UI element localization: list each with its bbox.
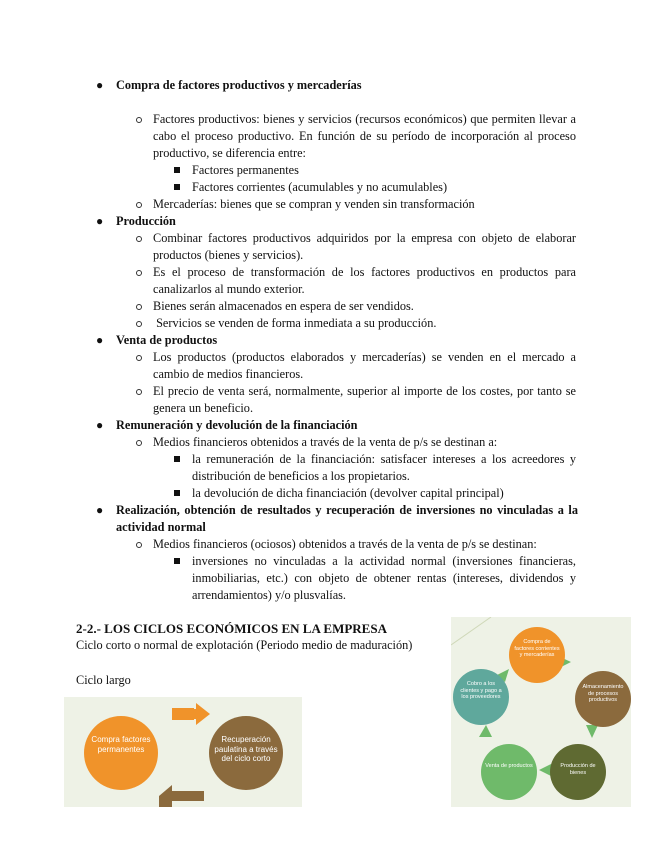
section-5-item-1: Medios financieros (ociosos) obtenidos a través de la venta de p/s se destinan: (153, 537, 537, 551)
long-cycle-diagram (64, 697, 302, 807)
bullet-disc: ● (96, 418, 104, 432)
bullet-square (174, 184, 180, 190)
arrow-right-shaft (172, 708, 194, 720)
section-title-4: Remuneración y devolución de la financiación (116, 418, 358, 432)
short-node-4-label: Venta de productos (485, 763, 533, 769)
section-3-item-1: Los productos (productos elaborados y mercaderías) se venden en el mercado a cambio de medios financieros. (153, 350, 576, 381)
bullet-square (174, 167, 180, 173)
bullet-square (174, 558, 180, 564)
section-1-subitem-1: Factores permanentes (192, 163, 299, 177)
bullet-disc: ● (96, 333, 104, 347)
bullet-circle (136, 542, 142, 548)
section-2-item-1: Combinar factores productivos adquiridos por la empresa con objeto de elaborar productos (bienes y servicios). (153, 231, 576, 262)
section-title-3: Venta de productos (116, 333, 218, 347)
bullet-disc: ● (96, 503, 104, 517)
section-1-item-1: Factores productivos: bienes y servicios (recursos económicos) que permiten llevar a cabo el proceso productivo. En función de su período de incorporación al proceso productivo, se diferencia entre: (153, 112, 576, 160)
bullet-disc: ● (96, 78, 104, 92)
section-5-subitem-1: inversiones no vinculadas a la actividad normal (inversiones financieras, inmobiliarias, etc.) con objeto de obtener rentas (intereses, dividendos y arrendamientos) y/o plusvalías. (192, 554, 576, 602)
bullet-circle (136, 321, 142, 327)
section-heading: 2-2.- LOS CICLOS ECONÓMICOS EN LA EMPRESA (76, 621, 387, 636)
bullet-circle (136, 389, 142, 395)
section-3-item-2: El precio de venta será, normalmente, superior al importe de los costes, por tanto se genera un beneficio. (153, 384, 576, 415)
bullet-circle (136, 117, 142, 123)
bullet-circle (136, 270, 142, 276)
section-1-subitem-2: Factores corrientes (acumulables y no acumulables) (192, 180, 448, 194)
long-cycle-label: Ciclo largo (76, 673, 131, 687)
section-4-subitem-2: la devolución de dicha financiación (devolver capital principal) (192, 486, 504, 500)
short-cycle-diagram (451, 617, 631, 807)
long-node-left-label: Compra factores permanentes (91, 735, 151, 754)
bullet-square (174, 456, 180, 462)
short-cycle-label: Ciclo corto o normal de explotación (Periodo medio de maduración) (76, 638, 413, 652)
section-title-5: Realización, obtención de resultados y recuperación de inversiones no vinculadas a la actividad normal (116, 503, 578, 534)
bullet-circle (136, 440, 142, 446)
short-node-5-label: Cobro a los clientes y pago a los proveedores (460, 681, 502, 700)
long-node-right-label: Recuperación paulatina a través del ciclo corto (214, 735, 278, 763)
bullet-circle (136, 202, 142, 208)
section-4-item-1: Medios financieros obtenidos a través de la venta de p/s se destinan a: (153, 435, 498, 449)
section-2-item-2: Es el proceso de transformación de los factores productivos en productos para canalizarlos al mundo exterior. (153, 265, 576, 296)
section-title-2: Producción (116, 214, 176, 228)
bullet-disc: ● (96, 214, 104, 228)
section-4-subitem-1: la remuneración de la financiación: satisfacer intereses a los acreedores y distribución de beneficios a los propietarios. (192, 452, 576, 483)
short-node-3-label: Producción de bienes (560, 763, 596, 776)
section-2-item-3: Bienes serán almacenados en espera de ser vendidos. (153, 299, 414, 313)
bullet-circle (136, 355, 142, 361)
short-node-2-label: Almacenamiento de procesos productivos (582, 684, 624, 703)
bullet-circle (136, 236, 142, 242)
section-1-item-2: Mercaderías: bienes que se compran y venden sin transformación (153, 197, 475, 211)
section-title-1: Compra de factores productivos y mercaderías (116, 78, 362, 92)
bullet-circle (136, 304, 142, 310)
section-2-item-4: Servicios se venden de forma inmediata a su producción. (153, 316, 437, 330)
bullet-square (174, 490, 180, 496)
short-node-1-label: Compra de factores corrientes y mercaderías (514, 639, 560, 658)
